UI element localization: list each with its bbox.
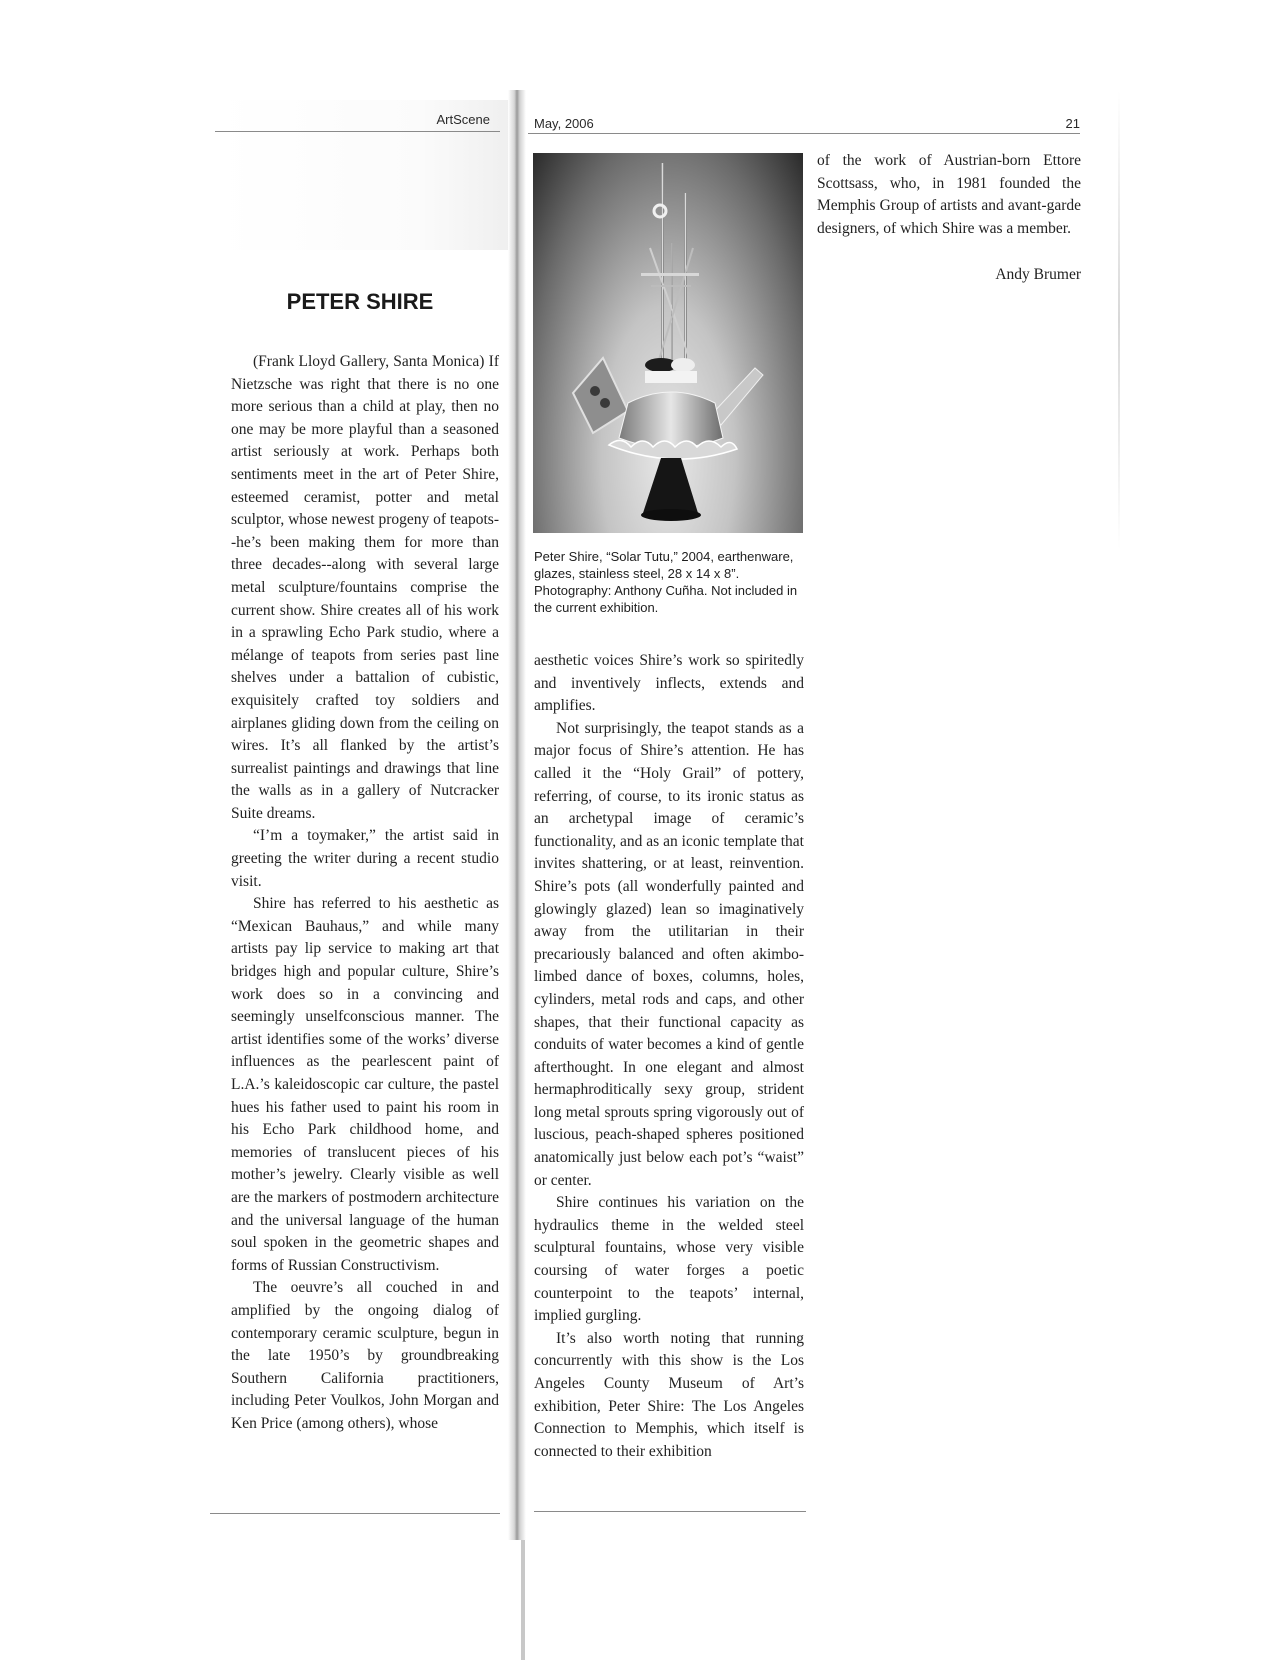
left-header-rule [215,131,500,132]
paragraph: Shire has referred to his aesthetic as “Mexican Bauhaus,” and while many artists pay lip service to making art that bridges high and popular culture, Shire’s work does so in a convincing and seemingly unselfconscious manner. The artist identifies some of the works’ diverse influences as the pearlescent paint of L.A.’s kaleidoscopic car culture, the pastel hues his father used to paint his room in his Echo Park childhood home, and memories of translucent pieces of his mother’s jewelry. Clearly visible as well are the markers of postmodern architecture and the universal language of the human soul spoken in the geometric shapes and forms of Russian Constructivism. [231,895,499,1274]
page-edge [1118,90,1120,550]
paragraph: aesthetic voices Shire’s work so spiritedly and inventively inflects, extends and amplifies. [534,652,804,715]
article-column-3 [817,150,1081,240]
paragraph: The oeuvre’s all couched in and amplified by the ongoing dialog of contemporary ceramic sculpture, begun in the late 1950’s by groundbreaking Southern California practitioners, including Peter Voulkos, John Morgan and Ken Price (among others), whose [231,1279,499,1432]
paragraph: (Frank Lloyd Gallery, Santa Monica) If Nietzsche was right that there is no one more serious than a child at play, then no one may be more playful than a seasoned artist seriously at work. Perhaps both sentiments meet in the art of Peter Shire, esteemed ceramist, potter and metal sculptor, whose newest progeny of teapots--he’s been making them for more than three decades--along with several large metal sculpture/fountains comprise the current show. Shire creates all of his work in a sprawling Echo Park studio, where a mélange of teapots from series past line shelves under a battalion of cubistic, exquisitely crafted toy soldiers and airplanes gliding down from the ceiling on wires. It’s all flanked by the artist’s surrealist paintings and drawings that line the walls as in a gallery of Nutcracker Suite dreams. [231,353,499,822]
article-title: PETER SHIRE [286,289,434,314]
book-gutter [508,90,526,1540]
paragraph: Not surprisingly, the teapot stands as a major focus of Shire’s attention. He has called it the “Holy Grail” of pottery, referring, of course, to its ironic status as an archetypal image of ceramic’s functionality, and as an iconic template that invites shattering, or at least, reinvention. Shire’s pots (all wonderfully painted and glowingly glazed) lean so imaginatively away from the utilitarian in their precariously balanced and often akimbo-limbed dance of boxes, columns, holes, cylinders, metal rods and caps, and other shapes, that their functional capacity as conduits of water becomes a kind of gentle afterthought. In one elegant and almost hermaphroditically sexy group, strident long metal sprouts spring vigorously out of luscious, peach-shaped spheres positioned anatomically just below each pot’s “waist” or center. [534,719,804,1189]
left-footer-rule [210,1513,500,1514]
article-column-2 [534,650,804,1463]
teapot-sculpture-image [533,153,803,533]
paragraph: Shire continues his variation on the hydraulics theme in the welded steel sculptural fountains, whose very visible coursing of water forges a poetic counterpoint to the teapots’ internal, implied gurgling. [534,1194,804,1325]
article-column-1 [231,351,499,1436]
author-byline: Andy Brumer [995,266,1081,283]
right-header-rule [528,133,1080,134]
paragraph: “I’m a toymaker,” the artist said in greeting the writer during a recent studio visit. [231,827,499,890]
paragraph: It’s also worth noting that running concurrently with this show is the Los Angeles County Museum of Art’s exhibition, Peter Shire: The Los Angeles Connection to Memphis, which itself is connected to their exhibition [534,1329,804,1460]
sculpture-photo [533,153,803,533]
photo-caption: Peter Shire, “Solar Tutu,” 2004, earthenware, glazes, stainless steel, 28 x 14 x 8”. Photography: Anthony Cuñha. Not included in the current exhibition. [534,549,798,615]
right-running-head-date: May, 2006 [534,116,594,131]
book-gutter-lower [521,1540,525,1660]
page-number: 21 [1065,116,1080,131]
right-footer-rule [534,1511,806,1512]
paragraph: of the work of Austrian-born Ettore Scottsass, who, in 1981 founded the Memphis Group of artists and avant-garde designers, of which Shire was a member. [817,152,1081,237]
left-running-head: ArtScene [436,112,490,127]
